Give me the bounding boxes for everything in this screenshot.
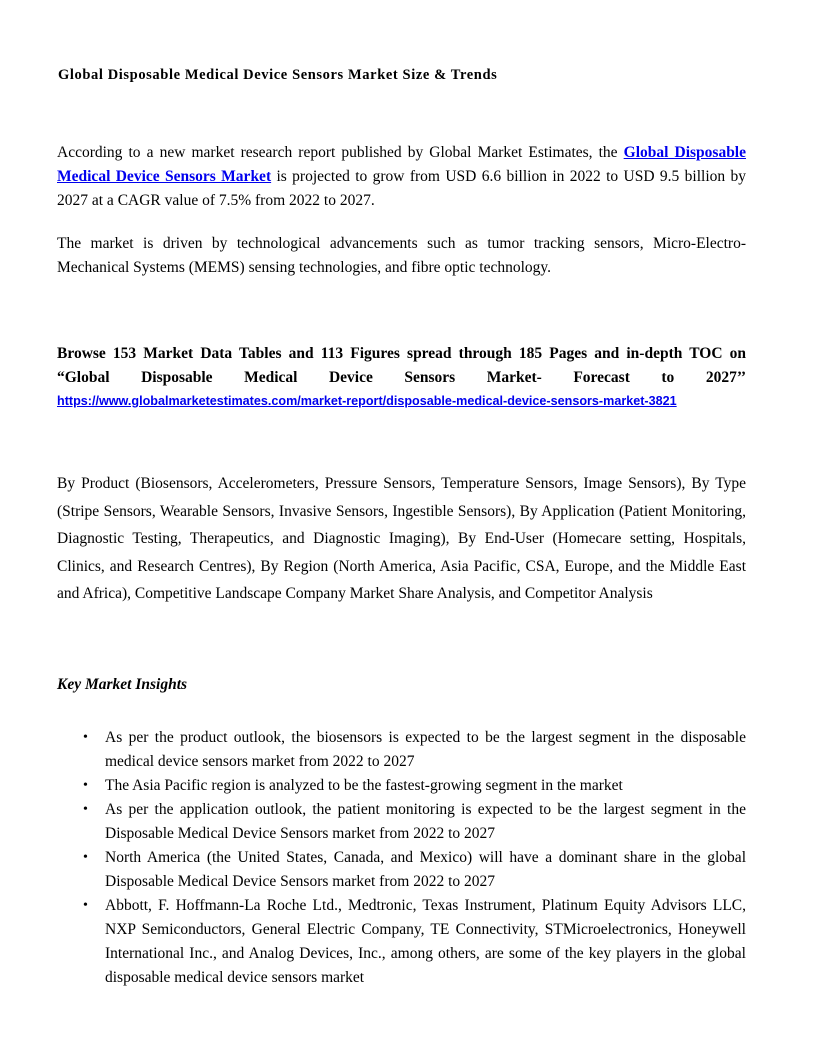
page-title: Global Disposable Medical Device Sensors Market Size & Trends	[58, 67, 498, 83]
bullet-icon: •	[83, 730, 88, 745]
list-item-text: As per the product outlook, the biosensors is expected to be the largest segment in the disposable medical device sensors market from 2022 to 2027	[105, 729, 746, 770]
key-insights-heading: Key Market Insights	[57, 676, 188, 693]
bullet-icon: •	[83, 850, 88, 865]
list-item-text: As per the application outlook, the patient monitoring is expected to be the largest segment in the Disposable Medical Device Sensors market from 2022 to 2027	[105, 801, 746, 842]
intro-paragraph	[57, 141, 746, 213]
list-item-text: North America (the United States, Canada, and Mexico) will have a dominant share in the global Disposable Medical Device Sensors market from 2022 to 2027	[105, 849, 746, 890]
list-item	[57, 846, 746, 894]
list-item	[57, 726, 746, 774]
list-item	[57, 774, 746, 798]
insights-list	[57, 726, 746, 990]
drivers-paragraph: The market is driven by technological advancements such as tumor tracking sensors, Micro-Electro-Mechanical Systems (MEMS) sensing technologies, and fibre optic technology.	[57, 235, 746, 276]
bullet-icon: •	[83, 778, 88, 793]
bullet-icon: •	[83, 898, 88, 913]
intro-text-after: is projected to grow from USD 6.6 billion in 2022 to USD 9.5 billion by 2027 at a CAGR value of 7.5% from 2022 to 2027.	[57, 168, 747, 209]
report-url-link[interactable]: https://www.globalmarketestimates.com/market-report/disposable-medical-device-sensors-market-3821	[57, 394, 677, 408]
segments-paragraph: By Product (Biosensors, Accelerometers, Pressure Sensors, Temperature Sensors, Image Sensors), By Type (Stripe Sensors, Wearable Sensors, Invasive Sensors, Ingestible Sensors), By Application (Patient Monitoring, Diagnostic Testing, Therapeutics, and Diagnostic Imaging), By End-User (Homecare setting, Hospitals, Clinics, and Research Centres), By Region (North America, Asia Pacific, CSA, Europe, and the Middle East and Africa), Competitive Landscape Company Market Share Analysis, and Competitor Analysis	[57, 475, 746, 602]
list-item	[57, 894, 746, 990]
bullet-icon: •	[83, 802, 88, 817]
list-item-text: Abbott, F. Hoffmann-La Roche Ltd., Medtronic, Texas Instrument, Platinum Equity Advisors LLC, NXP Semiconductors, General Electric Company, TE Connectivity, STMicroelectronics, Honeywell International Inc., and Analog Devices, Inc., among others, are some of the key players in the global disposable medical device sensors market	[105, 897, 746, 986]
intro-text-before: According to a new market research report published by Global Market Estimates, the	[57, 144, 624, 161]
list-item-text: The Asia Pacific region is analyzed to be the fastest-growing segment in the market	[105, 777, 623, 794]
list-item	[57, 798, 746, 846]
browse-paragraph: Browse 153 Market Data Tables and 113 Figures spread through 185 Pages and in-depth TOC on “Global Disposable Medical Device Sensors Market- Forecast to 2027’’	[57, 345, 746, 386]
market-report-link[interactable]: Global Disposable Medical Device Sensors Market	[57, 144, 746, 185]
